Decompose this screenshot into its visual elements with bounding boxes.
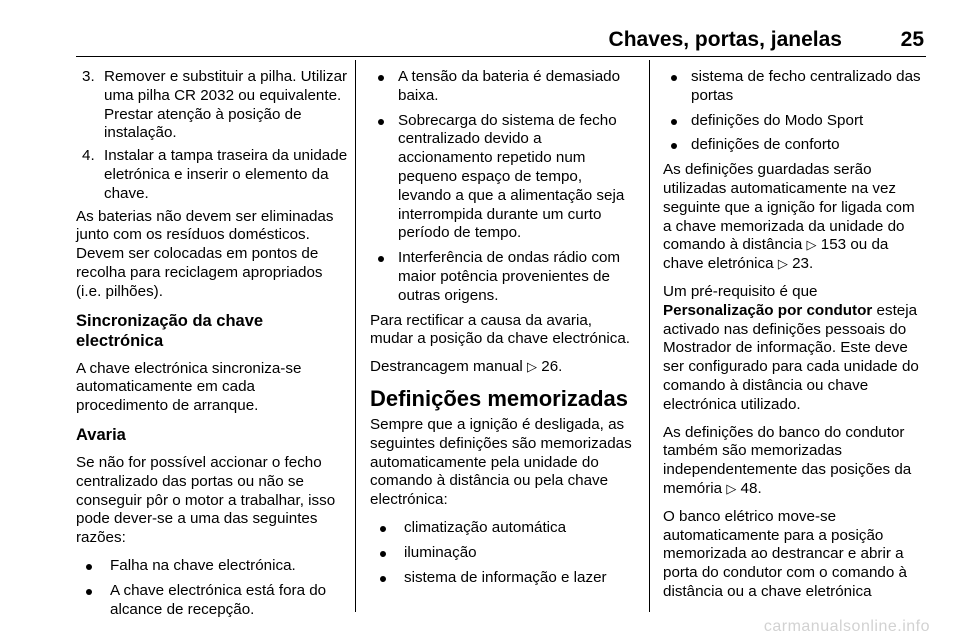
fault-paragraph: Se não for possível accionar o fecho centralizado das portas ou não se conseguir pôr o motor a trabalhar, isso pode dever-se a uma das seguintes razões:	[76, 453, 336, 547]
list-item: A chave electrónica está fora do alcance de recepção.	[82, 582, 348, 620]
list-item: Falha na chave electrónica.	[82, 557, 348, 576]
fault-list	[76, 557, 348, 619]
list-item: 4. Instalar a tampa traseira da unidade eletrónica e inserir o elemento da chave.	[82, 147, 348, 202]
driver-personalization-setting: Personalização por condutor	[663, 301, 873, 319]
sync-heading: Sincronização da chave electrónica	[76, 311, 264, 350]
section-title: Chaves, portas, janelas	[608, 28, 842, 51]
column-divider	[355, 60, 356, 612]
page-ref-icon: ▷	[777, 256, 788, 272]
page-header	[76, 26, 926, 57]
remote-control-link[interactable]: 153	[820, 236, 847, 254]
electronic-key-link[interactable]: 23.	[792, 255, 814, 273]
memorized-list	[370, 519, 636, 587]
column-1	[76, 68, 348, 625]
bullet-icon	[671, 143, 677, 149]
memorized-settings-heading: Definições memorizadas	[370, 385, 628, 411]
manual-unlock-link[interactable]: 26.	[541, 358, 563, 376]
list-item: sistema de informação e lazer	[376, 569, 636, 588]
list-item: climatização automática	[376, 519, 636, 538]
column-divider	[649, 60, 650, 612]
memorized-paragraph: Sempre que a ignição é desligada, as seguintes definições são memorizadas automaticamente pela unidade do comando à distância ou pela chave electrónica:	[370, 415, 632, 509]
list-item: sistema de fecho centralizado das portas	[663, 68, 927, 106]
page-ref-icon: ▷	[726, 480, 737, 496]
bullet-icon	[380, 526, 386, 532]
watermark: carmanualsonline.info	[763, 618, 930, 635]
page-ref-icon: ▷	[806, 237, 817, 253]
list-item: 3. Remover e substituir a pilha. Utilizar uma pilha CR 2032 ou equivalente. Prestar atenção à posição de instalação.	[82, 68, 348, 142]
list-item: definições do Modo Sport	[663, 112, 927, 131]
bullet-icon	[671, 75, 677, 81]
bullet-icon	[378, 75, 384, 81]
column-3	[663, 68, 927, 611]
rectify-paragraph: Para rectificar a causa da avaria, mudar a posição da chave electrónica.	[370, 311, 631, 348]
memory-seat-link[interactable]: 48.	[740, 479, 762, 497]
list-item: Sobrecarga do sistema de fecho centralizado devido a accionamento repetido num pequeno espaço de tempo, levando a que a alimentação seja interrompida durante um curto período de tempo.	[370, 112, 636, 244]
sync-paragraph: A chave electrónica sincroniza-se automaticamente em cada procedimento de arranque.	[76, 359, 302, 415]
bullet-icon	[378, 119, 384, 125]
prerequisite-paragraph: Um pré-requisito é que Personalização por condutor esteja activado nas definições pessoais do Mostrador de informação. Este deve ser configurado para cada unidade do comando à distância ou chave electrónica utilizado.	[663, 282, 919, 413]
list-item: definições de conforto	[663, 136, 927, 155]
fault-heading: Avaria	[76, 425, 126, 444]
memorized-list-continued	[663, 68, 927, 155]
bullet-icon	[86, 564, 92, 570]
bullet-icon	[380, 551, 386, 557]
seat-settings-paragraph: As definições do banco do condutor também são memorizadas independentemente das posições da memória ▷ 48.	[663, 423, 912, 497]
bullet-icon	[86, 589, 92, 595]
page-ref-icon: ▷	[527, 359, 538, 375]
bullet-icon	[378, 256, 384, 262]
bullet-icon	[671, 119, 677, 125]
list-item: Interferência de ondas rádio com maior potência provenientes de outras origens.	[370, 249, 636, 305]
battery-steps	[76, 68, 348, 204]
column-2	[370, 68, 636, 593]
battery-disposal-paragraph: As baterias não devem ser eliminadas junto com os resíduos domésticos. Devem ser colocadas em pontos de recolha para reciclagem apropriados (i.e. pilhões).	[76, 207, 334, 300]
fault-list-continued	[370, 68, 636, 306]
manual-unlock-paragraph: Destrancagem manual ▷ 26.	[370, 358, 563, 376]
electric-seat-paragraph: O banco elétrico move-se automaticamente para a posição memorizada ao destrancar e abrir a porta do condutor com o comando à distância ou a chave eletrónica	[663, 507, 907, 600]
list-item: iluminação	[376, 544, 636, 563]
list-item: A tensão da bateria é demasiado baixa.	[370, 68, 636, 106]
page-number: 25	[900, 28, 924, 51]
saved-settings-paragraph: As definições guardadas serão utilizadas automaticamente na vez seguinte que a ignição for ligada com a chave memorizada da unidade do comando à distância ▷ 153 ou da chave eletrónica ▷ 23.	[663, 161, 915, 273]
bullet-icon	[380, 576, 386, 582]
